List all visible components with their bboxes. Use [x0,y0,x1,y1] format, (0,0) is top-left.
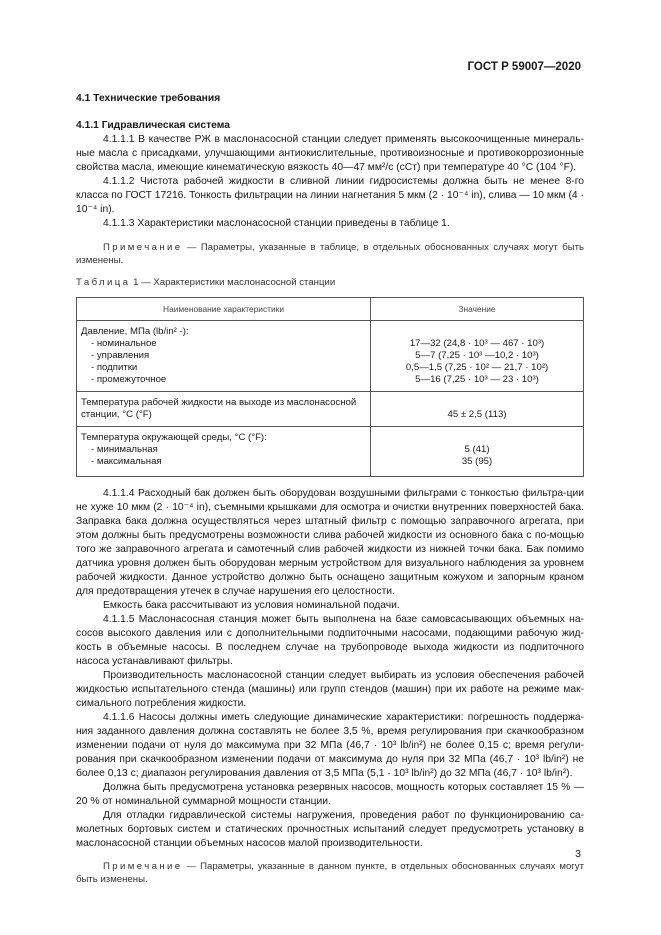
value-item: 5—7 (7,25 · 10³ —10,2 · 10³) [415,350,539,361]
paragraph-4-1-1-5: 4.1.1.5 Маслонасосная станция может быть выполнена на базе самовсасывающих объемных на-сосов высокого давления или с дополнительными подпиточными насосами, подающими рабочую жид-кость в объемные насосы. В последнем случае на трубопроводе выхода жидкости из подпиточного насоса устанавливают фильтры. [76,614,584,667]
document-header: ГОСТ Р 59007—2020 [467,61,581,73]
table-title: 1 — Характеристики маслонасосной станции [130,277,336,288]
note-label: Примечание [103,861,183,872]
row-item: - промежуточное [91,374,167,385]
paragraph-tank-capacity: Емкость бака рассчитывают из условия номинальной подачи. [103,600,400,611]
paragraph-reserve-pumps: Должна быть предусмотрена установка резервных насосов, мощность которых составляет 15 % — 20 % от номинальной суммарной мощности станции. [76,782,584,807]
table-label: Таблица [76,277,131,288]
value-item: 17—32 (24,8 · 10³ — 467 · 10³) [409,338,545,349]
row-title: Температура окружающей среды, °С (°F): [81,432,267,443]
table-header-row [77,298,584,321]
value-item: 5 (41) [464,444,490,455]
note-text: — Параметры, указанные в данном пункте, в отдельных обоснованных случаях могут быть изменены. [76,861,584,885]
section-heading-4-1-1: 4.1.1 Гидравлическая система [76,120,230,131]
row-title: Давление, МПа (lb/in² -): [81,326,189,337]
paragraph-4-1-1-4: 4.1.1.4 Расходный бак должен быть оборудован воздушными фильтрами с тонкостью фильтра-ции не хуже 10 мкм (2 · 10⁻⁴ in), съемными крышками для осмотра и очистки внутренних поверхностей бака. Заправка бака должна осуществляться через штатный фильтр с помощью заправочного агрегата, при этом должны быть предусмотрены возможности слива рабочей жидкости из основного бака с по-мощью того же заправочного агрегата и самотечный слив рабочей жидкости из нижней точки бака. Бак помимо датчика уровня должен быть оборудован мерным устройством для визуального наблюдения за уровнем рабочей жидкости. Данное устройство должно быть оснащено защитным кожухом и запорным краном для предотвращения утечек в случае нарушения его целостности. [76,488,584,597]
row-item: - минимальная [91,444,158,455]
table-header-name: Наименование характеристики [77,298,371,321]
row-item: - подпитки [91,362,138,373]
note-label: Примечание [103,242,183,253]
value-item: 35 (95) [461,456,493,467]
paragraph-productivity: Производительность маслонасосной станции следует выбирать из условия обеспечения рабочей жидкостью испытательного стенда (машины) или групп стендов (машин) при их работе на режиме мак-симального потребления жидкости. [76,670,584,709]
page-number: 3 [575,848,581,860]
table-note [76,241,584,267]
row-item: - максимальная [91,456,162,467]
table-caption [76,276,584,290]
paragraph-4-1-1-3: 4.1.1.3 Характеристики маслонасосной станции приведены в таблице 1. [103,218,450,229]
table-header-value: Значение [371,298,584,321]
section-heading-4-1: 4.1 Технические требования [76,93,221,104]
table-row [77,392,584,427]
table-row [77,427,584,477]
table-row [77,321,584,392]
table-cell-name [77,427,371,477]
paragraph-4-1-1-6: 4.1.1.6 Насосы должны иметь следующие динамические характеристики: погрешность поддержа-ния заданного давления должна составлять не более 3,5 %, время регулирования при скачкообразном изменении подачи от нуля до максимума при 32 МПа (46,7 · 10³ lb/in²) не более 0,15 с; время регули-рования при скачкообразном изменении подачи от максимума до нуля при 32 МПа (46,7 · 10³ lb/in²) не более 0,13 с; диапазон регулирования давления от 3,5 МПа (5,1 · 10³ lb/in²) до 32 МПа (46,7 · 10³ lb/in²). [76,712,584,779]
document-body [76,92,584,886]
table-cell-name [77,321,371,392]
table-cell-value [371,427,584,477]
section-note [76,860,584,886]
characteristics-table [76,297,584,477]
paragraph-4-1-1-1: 4.1.1.1 В качестве РЖ в маслонасосной станции следует применять высокоочищенные минераль-ные масла с присадками, улучшающими антиокислительные, противоизносные и противокоррозионные свойства масла, имеющие кинематическую вязкость 40—47 мм²/с (сСт) при температуре 40 °С (104 °F). [76,134,584,173]
value-item: 5—16 (7,25 · 10³ — 23 · 10³) [415,374,539,385]
row-item: - управления [91,350,150,361]
value-item: 0,5—1,5 (7,25 · 10² — 21,7 · 10²) [405,362,549,373]
table-cell-value [371,392,584,427]
note-text: — Параметры, указанные в таблице, в отдельных обоснованных случаях могут быть изменены. [76,242,584,266]
paragraph-4-1-1-2: 4.1.1.2 Чистота рабочей жидкости в сливной линии гидросистемы должна быть не менее 8-го класса по ГОСТ 17216. Тонкость фильтрации на линии нагнетания 5 мкм (2 · 10⁻⁴ in), слива — 10 мкм (4 · 10⁻⁴ in). [76,176,584,215]
row-item: - номинальное [91,338,157,349]
table-cell-value [371,321,584,392]
table-cell-name: Температура рабочей жидкости на выходе из маслонасосной станции, °С (°F) [77,392,371,427]
paragraph-debugging: Для отладки гидравлической системы нагружения, проведения работ по функционированию са-молетных бортовых систем и статических прочностных испытаний следует предусмотреть установку в маслонасосной станции объемных насосов малой производительности. [76,810,584,849]
value-item: 45 ± 2,5 (113) [447,409,507,420]
